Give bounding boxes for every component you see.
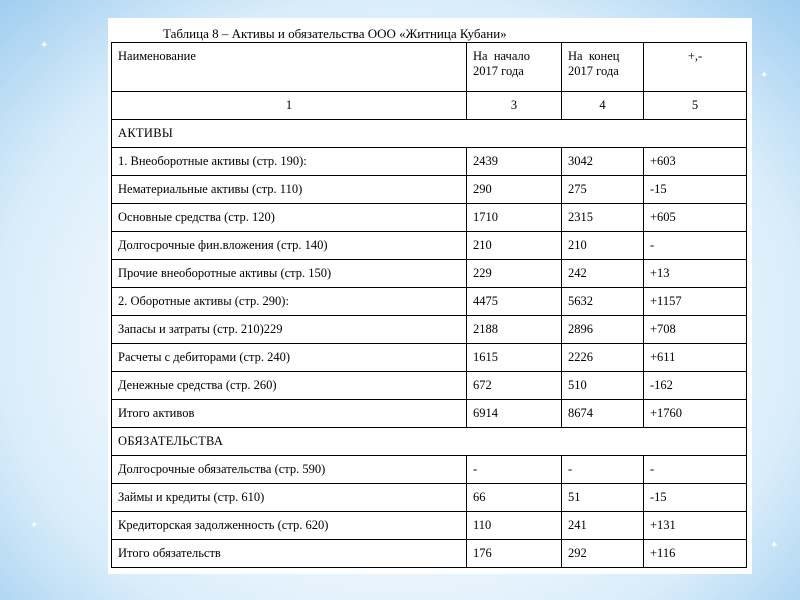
row-name: Основные средства (стр. 120) [112, 204, 467, 232]
header-end-line1: На конец [568, 49, 620, 63]
row-name: Прочие внеоборотные активы (стр. 150) [112, 260, 467, 288]
row-diff-value: - [644, 456, 747, 484]
table-row [112, 260, 747, 288]
section-liabilities-label: ОБЯЗАТЕЛЬСТВА [112, 428, 747, 456]
sparkle-decoration: ✦ [40, 40, 49, 51]
row-diff-value: +116 [644, 540, 747, 568]
section-assets-row [112, 120, 747, 148]
row-end-value: 3042 [562, 148, 644, 176]
row-name: Расчеты с дебиторами (стр. 240) [112, 344, 467, 372]
table-row [112, 400, 747, 428]
row-end-value: 510 [562, 372, 644, 400]
row-name: 1. Внеоборотные активы (стр. 190): [112, 148, 467, 176]
row-diff-value: -15 [644, 484, 747, 512]
row-end-value: - [562, 456, 644, 484]
section-assets-label: АКТИВЫ [112, 120, 747, 148]
row-diff-value: -162 [644, 372, 747, 400]
row-start-value: - [467, 456, 562, 484]
row-end-value: 210 [562, 232, 644, 260]
row-name: Денежные средства (стр. 260) [112, 372, 467, 400]
row-start-value: 4475 [467, 288, 562, 316]
sparkle-decoration: ✦ [30, 520, 39, 531]
table-row [112, 372, 747, 400]
row-name: Итого обязательств [112, 540, 467, 568]
row-start-value: 66 [467, 484, 562, 512]
row-end-value: 5632 [562, 288, 644, 316]
header-name-cell [112, 43, 467, 92]
row-end-value: 8674 [562, 400, 644, 428]
row-start-value: 229 [467, 260, 562, 288]
row-diff-value: +1157 [644, 288, 747, 316]
row-diff-value: +605 [644, 204, 747, 232]
header-start-line1: На начало [473, 49, 530, 63]
row-diff-value: +708 [644, 316, 747, 344]
row-name: Итого активов [112, 400, 467, 428]
column-number-row [112, 92, 747, 120]
row-start-value: 2188 [467, 316, 562, 344]
row-end-value: 2896 [562, 316, 644, 344]
table-row [112, 176, 747, 204]
column-number-4: 4 [562, 92, 644, 120]
row-name: Нематериальные активы (стр. 110) [112, 176, 467, 204]
row-start-value: 1615 [467, 344, 562, 372]
row-start-value: 672 [467, 372, 562, 400]
table-row [112, 344, 747, 372]
row-name: Долгосрочные обязательства (стр. 590) [112, 456, 467, 484]
table-row [112, 512, 747, 540]
row-name: Займы и кредиты (стр. 610) [112, 484, 467, 512]
row-end-value: 51 [562, 484, 644, 512]
table-row [112, 484, 747, 512]
header-name-label: Наименование [118, 49, 196, 63]
header-end-cell [562, 43, 644, 92]
table-row [112, 288, 747, 316]
row-start-value: 290 [467, 176, 562, 204]
row-end-value: 242 [562, 260, 644, 288]
row-end-value: 275 [562, 176, 644, 204]
table-row [112, 456, 747, 484]
table-header-row [112, 43, 747, 92]
row-diff-value: +1760 [644, 400, 747, 428]
row-start-value: 2439 [467, 148, 562, 176]
header-diff-cell [644, 43, 747, 92]
assets-liabilities-table [111, 42, 747, 568]
row-name: Запасы и затраты (стр. 210)229 [112, 316, 467, 344]
header-end-line2: 2017 года [568, 64, 619, 78]
row-name: Долгосрочные фин.вложения (стр. 140) [112, 232, 467, 260]
table-caption: Таблица 8 – Активы и обязательства ООО «Житница Кубани» [163, 26, 507, 41]
column-number-3: 3 [467, 92, 562, 120]
row-diff-value: +13 [644, 260, 747, 288]
row-name: 2. Оборотные активы (стр. 290): [112, 288, 467, 316]
table-row [112, 316, 747, 344]
header-diff-label: +,- [687, 49, 703, 63]
table-row [112, 204, 747, 232]
row-diff-value: +603 [644, 148, 747, 176]
table-row [112, 148, 747, 176]
row-end-value: 2315 [562, 204, 644, 232]
table-row [112, 540, 747, 568]
row-name: Кредиторская задолженность (стр. 620) [112, 512, 467, 540]
row-diff-value: +131 [644, 512, 747, 540]
header-start-cell [467, 43, 562, 92]
row-start-value: 6914 [467, 400, 562, 428]
row-end-value: 241 [562, 512, 644, 540]
sparkle-decoration: ✦ [760, 70, 769, 81]
row-start-value: 210 [467, 232, 562, 260]
table-row [112, 232, 747, 260]
row-diff-value: +611 [644, 344, 747, 372]
row-end-value: 2226 [562, 344, 644, 372]
row-end-value: 292 [562, 540, 644, 568]
row-start-value: 1710 [467, 204, 562, 232]
section-liabilities-row [112, 428, 747, 456]
row-diff-value: -15 [644, 176, 747, 204]
sparkle-decoration: ✦ [770, 540, 779, 551]
column-number-1: 1 [112, 92, 467, 120]
column-number-5: 5 [644, 92, 747, 120]
row-diff-value: - [644, 232, 747, 260]
header-start-line2: 2017 года [473, 64, 524, 78]
row-start-value: 176 [467, 540, 562, 568]
row-start-value: 110 [467, 512, 562, 540]
